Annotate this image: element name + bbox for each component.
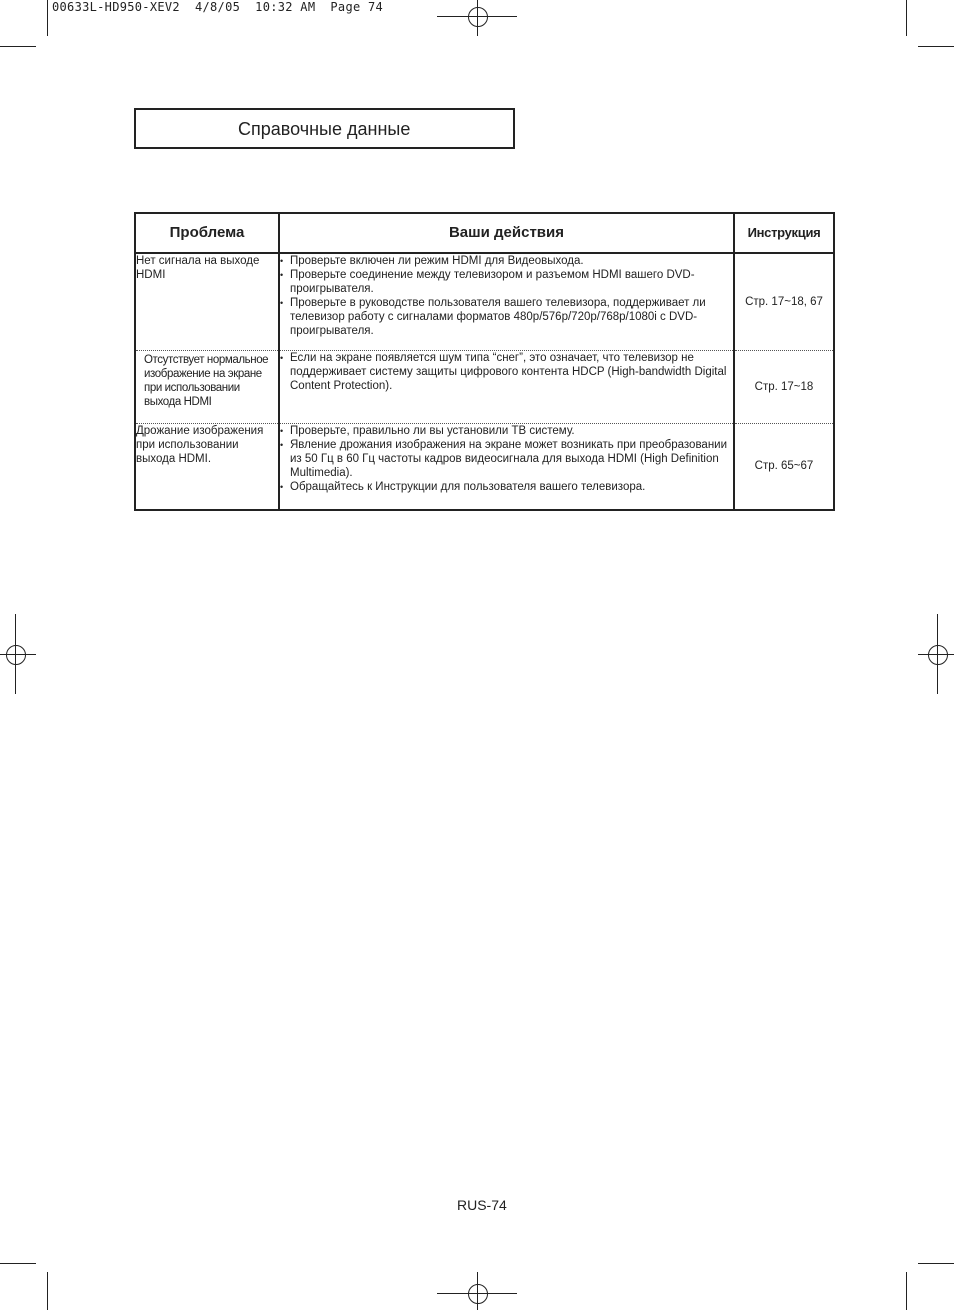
crop-mark xyxy=(47,0,48,36)
reference-table xyxy=(134,212,835,511)
registration-mark xyxy=(468,7,488,27)
action-item: • Проверьте, правильно ли вы установили ТВ систему. xyxy=(280,424,733,438)
crop-mark xyxy=(906,0,907,36)
action-item: • Явление дрожания изображения на экране может возникать при преобразовании из 50 Гц в 60 Гц частоты кадров видеосигнала для выхода HDMI (High Definition Multimedia). xyxy=(280,438,733,480)
registration-mark xyxy=(928,645,948,665)
page-number: RUS-74 xyxy=(457,1197,507,1213)
header-actions: Ваши действия xyxy=(279,213,734,253)
actions-cell xyxy=(279,350,734,423)
header-problem: Проблема xyxy=(135,213,279,253)
crop-mark xyxy=(918,1263,954,1264)
section-title-box xyxy=(134,108,515,149)
problem-cell: Нет сигнала на выходе HDMI xyxy=(135,253,279,350)
crop-mark xyxy=(0,46,36,47)
actions-cell xyxy=(279,423,734,510)
print-slug: 00633L-HD950-XEV2 4/8/05 10:32 AM Page 74 xyxy=(52,0,384,14)
reference-cell: Стр. 17~18, 67 xyxy=(734,253,834,350)
header-reference: Инструкция xyxy=(734,213,834,253)
registration-mark xyxy=(6,645,26,665)
table-row xyxy=(135,423,834,510)
crop-mark xyxy=(906,1272,907,1310)
action-item: • Если на экране появляется шум типа “снег”, это означает, что телевизор не поддерживает систему защиты цифрового контента HDCP (High-bandwidth Digital Content Protection). xyxy=(280,351,733,393)
table-header-row xyxy=(135,213,834,253)
reference-cell: Стр. 17~18 xyxy=(734,350,834,423)
action-item: • Проверьте включен ли режим HDMI для Видеовыхода. xyxy=(280,254,733,268)
table-row xyxy=(135,253,834,350)
problem-cell: Дрожание изображения при использовании выхода HDMI. xyxy=(135,423,279,510)
table-row xyxy=(135,350,834,423)
actions-cell xyxy=(279,253,734,350)
action-item: • Обращайтесь к Инструкции для пользователя вашего телевизора. xyxy=(280,480,733,494)
crop-mark xyxy=(47,1272,48,1310)
registration-mark xyxy=(468,1284,488,1304)
crop-mark xyxy=(918,46,954,47)
reference-cell: Стр. 65~67 xyxy=(734,423,834,510)
section-title: Справочные данные xyxy=(238,119,411,139)
action-item: • Проверьте соединение между телевизором и разъемом HDMI вашего DVD-проигрывателя. xyxy=(280,268,733,296)
problem-cell: Отсутствует нормальное изображение на экране при использовании выхода HDMI xyxy=(135,350,279,423)
action-item: • Проверьте в руководстве пользователя вашего телевизора, поддерживает ли телевизор работу с сигналами форматов 480p/576p/720p/768p/1080i с DVD-проигрывателя. xyxy=(280,296,733,338)
crop-mark xyxy=(0,1263,36,1264)
